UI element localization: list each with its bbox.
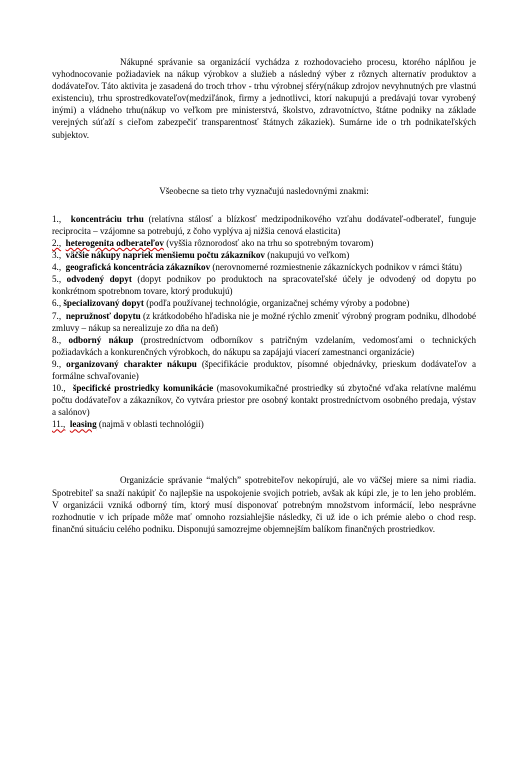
item-term: geografická koncentrácia zákazníkov [65,262,211,273]
item-term: špecifické prostriedky komunikácie [72,383,214,394]
list-item: 6., špecializovaný dopyt (podľa používanej technológie, organizačnej schémy výroby a podobne) [52,298,410,309]
list-item: 8., odborný nákup (prostredníctvom odborníkov s patričným vzdelaním, vedomosťami o technických požiadavkách a konkurenčných výrobkoch, do nákupu sa zapájajú viacerí zamestnanci organizácie) [52,334,476,357]
list-item: 2., heterogenita odberateľov (vyššia rôznorodosť ako na trhu so spotrebným tovarom) [52,237,374,248]
features-list [52,213,476,431]
item-term: nepružnosť dopytu [65,310,141,321]
item-term: koncentráciu trhu [70,213,144,224]
spacer [52,197,476,213]
closing-paragraph: Organizácie správanie “malých” spotrebiteľov nekopírujú, ale vo väčšej miere sa nimi riadia. Spotrebiteľ sa snaží nakúpiť čo najlepšie na uspokojenie svojich potrieb, avšak ak kúpi zle, je to len jeho problém. V organizácii vzniká odborný tím, ktorý musí disponovať potrebným množstvom informácií, lebo nesprávne rozhodnutie v ich prípade môže mať omnoho rozsiahlejšie následky, či už ide o ich prémie alebo o chod resp. finančnú situáciu celého podniku. Disponujú samozrejme objemnejším balíkom finančných prostriedkov. [52,475,476,534]
item-term: organizovaný charakter nákupu [66,358,197,369]
section-heading: Všeobecne sa tieto trhy vyznačujú nasledovnými znakmi: [159,185,369,196]
item-term: leasing [69,419,97,430]
list-item: 9., organizovaný charakter nákupu (špecifikácie produktov, písomné objednávky, prieskum dodávateľov a formálne schvaľovanie) [52,358,476,381]
list-item: 5., odvodený dopyt (dopyt podnikov po produktoch na spracovateľské účely je odvodený od dopytu po konkrétnom spotrebnom tovare, ktorý produkujú) [52,274,476,297]
item-term: väčšie nákupy napriek menšiemu počtu zákazníkov [65,250,265,261]
spacer [52,430,476,474]
spacer [52,141,476,185]
list-item: 4., geografická koncentrácia zákazníkov (nerovnomerné rozmiestnenie zákazníckych podnikov v rámci štátu) [52,262,462,273]
item-term: odborný nákup [68,334,134,345]
list-item: 1., koncentráciu trhu (relatívna stálosť a blízkosť medzipodnikového vzťahu dodávateľ-odberateľ, funguje reciprocita – vzájomne sa potrebujú, z čoho vyplýva aj nižšia cenová elasticita) [52,213,477,236]
list-item: 11., leasing (najmä v oblasti technológií) [52,419,204,430]
list-item: 7., nepružnosť dopytu (z krátkodobého hľadiska nie je možné rýchlo zmeniť výrobný program podniku, dlhodobé zmluvy – nákup sa nerealizuje zo dňa na deň) [52,310,476,333]
item-term: špecializovaný dopyt [63,298,144,309]
intro-paragraph: Nákupné správanie sa organizácií vychádza z rozhodovacieho procesu, ktorého náplňou je vyhodnocovanie požiadaviek na nákup výrobkov a služieb a následný výber z rôznych alternatív produktov a dodávateľov. Táto aktivita je zasadená do troch trhov - trhu výrobnej sféry(nákup zdrojov nevyhnutných pre vlastnú existenciu), trhu sprostredkovateľov(medziľánok, firmy a jednotlivci, ktorí nakupujú a predávajú tovar vyrobený inými) a vládneho trhu(nákup vo veľkom pre ministerstvá, školstvo, zdravotníctvo, štátne podniky na základe verejných súťaží s cieľom zabezpečiť transparentnosť štátnych zákaziek). Sumárne ide o trh podnikateľských subjektov. [52,57,476,140]
item-term: odvodený dopyt [66,274,132,285]
list-item: 3., väčšie nákupy napriek menšiemu počtu zákazníkov (nakupujú vo veľkom) [52,250,350,261]
document-page [52,56,476,535]
list-item: 10., špecifické prostriedky komunikácie (masovokumikačné prostriedky sú zbytočné vďaka relatívne malému počtu dodávateľov a zákazníkov, čo vytvára priestor pre osobný kontakt prostredníctvom osobného predaja, výstav a salónov) [52,383,476,418]
item-term: heterogenita odberateľov [65,237,164,248]
